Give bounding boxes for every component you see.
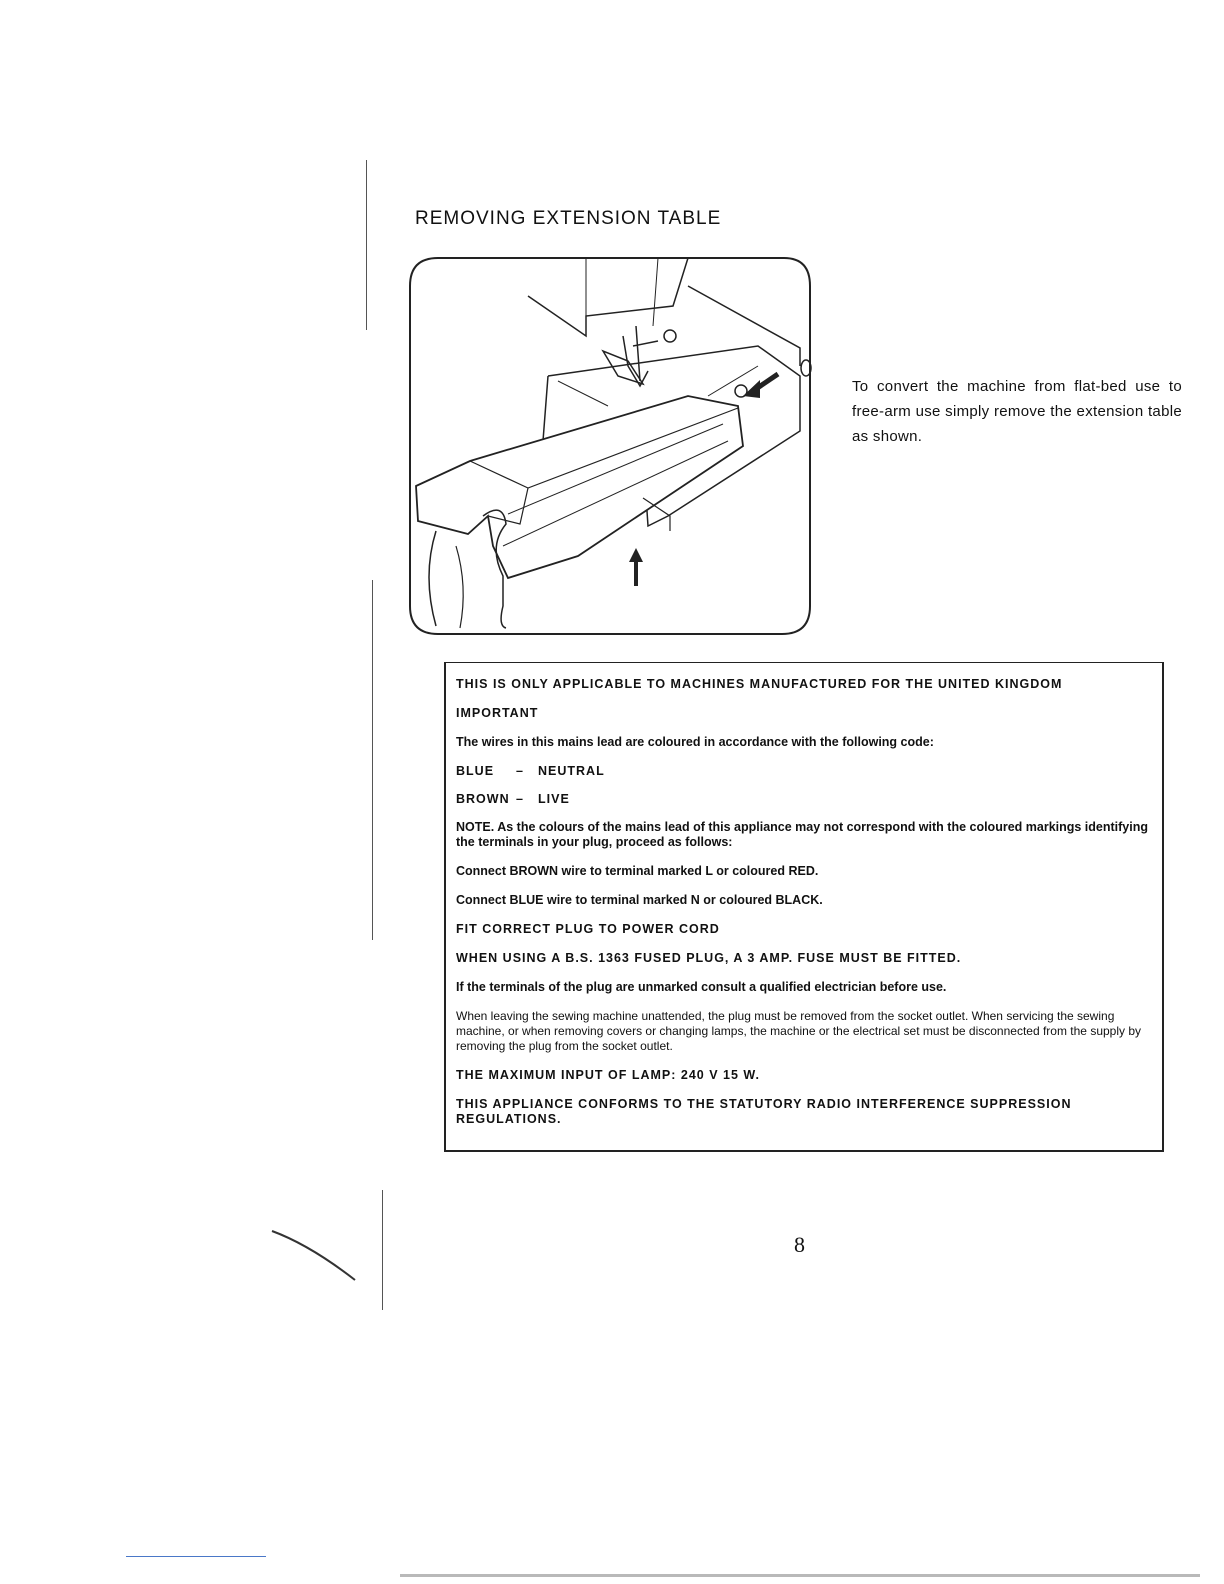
page-number: 8	[794, 1232, 805, 1257]
uk-mains-notice	[444, 662, 1164, 1152]
binding-margin-line	[366, 160, 367, 330]
fused-plug: WHEN USING A B.S. 1363 FUSED PLUG, A 3 AMP. FUSE MUST BE FITTED.	[456, 951, 962, 965]
connect-brown: Connect BROWN wire to terminal marked L or coloured RED.	[456, 864, 819, 878]
wires-intro: The wires in this mains lead are coloured in accordance with the following code:	[456, 735, 934, 749]
footer-rule	[400, 1574, 1200, 1577]
binding-margin-line	[372, 580, 373, 940]
unmarked-terminals: If the terminals of the plug are unmarked consult a qualified electrician before use.	[456, 980, 947, 994]
footer-link-underline	[126, 1556, 266, 1557]
wire-function: LIVE	[538, 792, 570, 806]
scan-stroke	[270, 1225, 360, 1285]
wire-dash: –	[516, 764, 524, 778]
wire-function: NEUTRAL	[538, 764, 605, 778]
wire-dash: –	[516, 792, 524, 806]
wire-code-blue	[456, 764, 1152, 778]
instruction-text: To convert the machine from flat-bed use to free-arm use simply remove the extension table as shown.	[852, 378, 1182, 445]
colour-note: NOTE. As the colours of the mains lead of this appliance may not correspond with the coloured markings identifying the terminals in your plug, proceed as follows:	[456, 820, 1148, 849]
fit-plug: FIT CORRECT PLUG TO POWER CORD	[456, 922, 720, 936]
notice-title: THIS IS ONLY APPLICABLE TO MACHINES MANUFACTURED FOR THE UNITED KINGDOM	[456, 677, 1063, 691]
wire-colour: BLUE	[456, 764, 495, 778]
extension-table-illustration	[408, 256, 812, 638]
radio-conformity: THIS APPLIANCE CONFORMS TO THE STATUTORY RADIO INTERFERENCE SUPPRESSION REGULATIONS.	[456, 1097, 1072, 1126]
unattended-warning: When leaving the sewing machine unattended, the plug must be removed from the socket outlet. When servicing the sewing machine, or when removing covers or changing lamps, the machine or the electrical set must be disconnected from the supply by removing the plug from the socket outlet.	[456, 1009, 1142, 1053]
wire-code-brown	[456, 792, 1152, 806]
notice-important: IMPORTANT	[456, 706, 539, 720]
page-title: REMOVING EXTENSION TABLE	[415, 208, 722, 229]
lamp-rating: THE MAXIMUM INPUT OF LAMP: 240 V 15 W.	[456, 1068, 760, 1082]
wire-colour: BROWN	[456, 792, 510, 806]
connect-blue: Connect BLUE wire to terminal marked N or coloured BLACK.	[456, 893, 823, 907]
binding-margin-line	[382, 1190, 383, 1310]
